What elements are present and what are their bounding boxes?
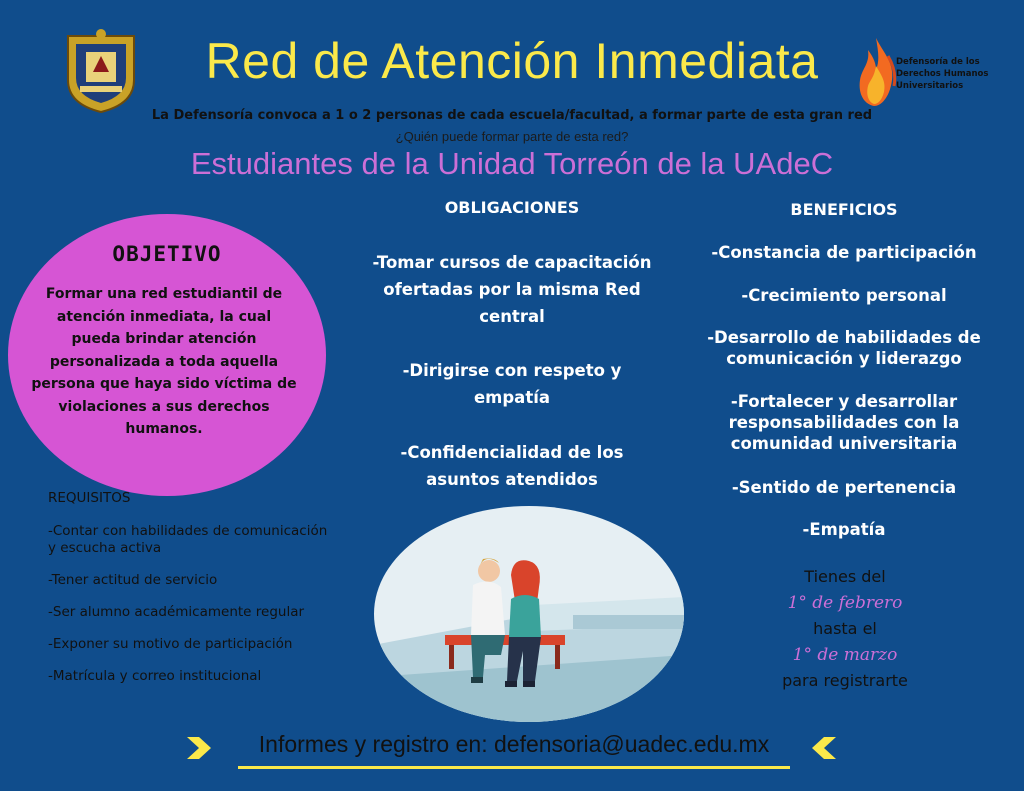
objective-body: Formar una red estudiantil de atención inmediata, la cual pueda brindar atención personalizada a toda aquella persona que haya sido víctima de violaciones a sus derechos humanos. <box>31 286 297 437</box>
benefit-item: -Crecimiento personal <box>741 286 947 305</box>
subtitle: La Defensoría convoca a 1 o 2 personas de cada escuela/facultad, a formar parte de esta gran red <box>151 108 873 123</box>
dates-line-1: Tienes del <box>804 567 886 586</box>
objective-title: OBJETIVO <box>112 242 222 266</box>
requirements-section <box>48 490 338 700</box>
page-title: Red de Atención Inmediata <box>205 33 819 89</box>
end-date: 1° de marzo <box>792 645 898 665</box>
obligation-item: -Dirigirse con respeto y empatía <box>402 361 622 407</box>
footer-contact: Informes y registro en: defensoria@uadec.edu.mx <box>258 731 770 757</box>
obligations-title: OBLIGACIONES <box>444 198 580 217</box>
logo-line-2: Derechos Humanos <box>896 69 989 79</box>
chevron-right-icon <box>185 735 213 761</box>
benefit-item: -Desarrollo de habilidades de comunicación y liderazgo <box>707 328 981 368</box>
benefit-item: -Sentido de pertenencia <box>731 478 957 497</box>
obligation-item: -Confidencialidad de los asuntos atendidos <box>400 443 624 489</box>
requirement-item: -Tener actitud de servicio <box>48 572 218 588</box>
question: ¿Quién puede formar parte de esta red? <box>395 129 629 144</box>
logo-line-3: Universitarios <box>896 81 964 91</box>
benefit-item: -Constancia de participación <box>711 243 977 262</box>
dates-line-2: hasta el <box>813 619 877 638</box>
benefit-item: -Fortalecer y desarrollar responsabilidades con la comunidad universitaria <box>728 392 960 453</box>
chevron-left-icon <box>810 735 838 761</box>
dates-line-3: para registrarte <box>782 671 908 690</box>
requirement-item: -Contar con habilidades de comunicación y escucha activa <box>48 523 328 556</box>
requirement-item: -Exponer su motivo de participación <box>48 636 293 652</box>
requirement-item: -Matrícula y correo institucional <box>48 668 262 684</box>
support-illustration <box>373 505 685 723</box>
requirements-title: REQUISITOS <box>48 490 131 506</box>
requirement-item: -Ser alumno académicamente regular <box>48 604 305 620</box>
benefit-item: -Empatía <box>802 520 886 539</box>
obligation-item: -Tomar cursos de capacitación ofertadas por la misma Red central <box>372 253 652 326</box>
footer-underline <box>238 766 790 769</box>
registration-dates <box>730 564 960 694</box>
logo-line-1: Defensoría de los <box>896 57 980 67</box>
students-heading: Estudiantes de la Unidad Torreón de la UAdeC <box>190 146 834 181</box>
benefits-title: BENEFICIOS <box>790 200 898 219</box>
start-date: 1° de febrero <box>787 593 903 613</box>
